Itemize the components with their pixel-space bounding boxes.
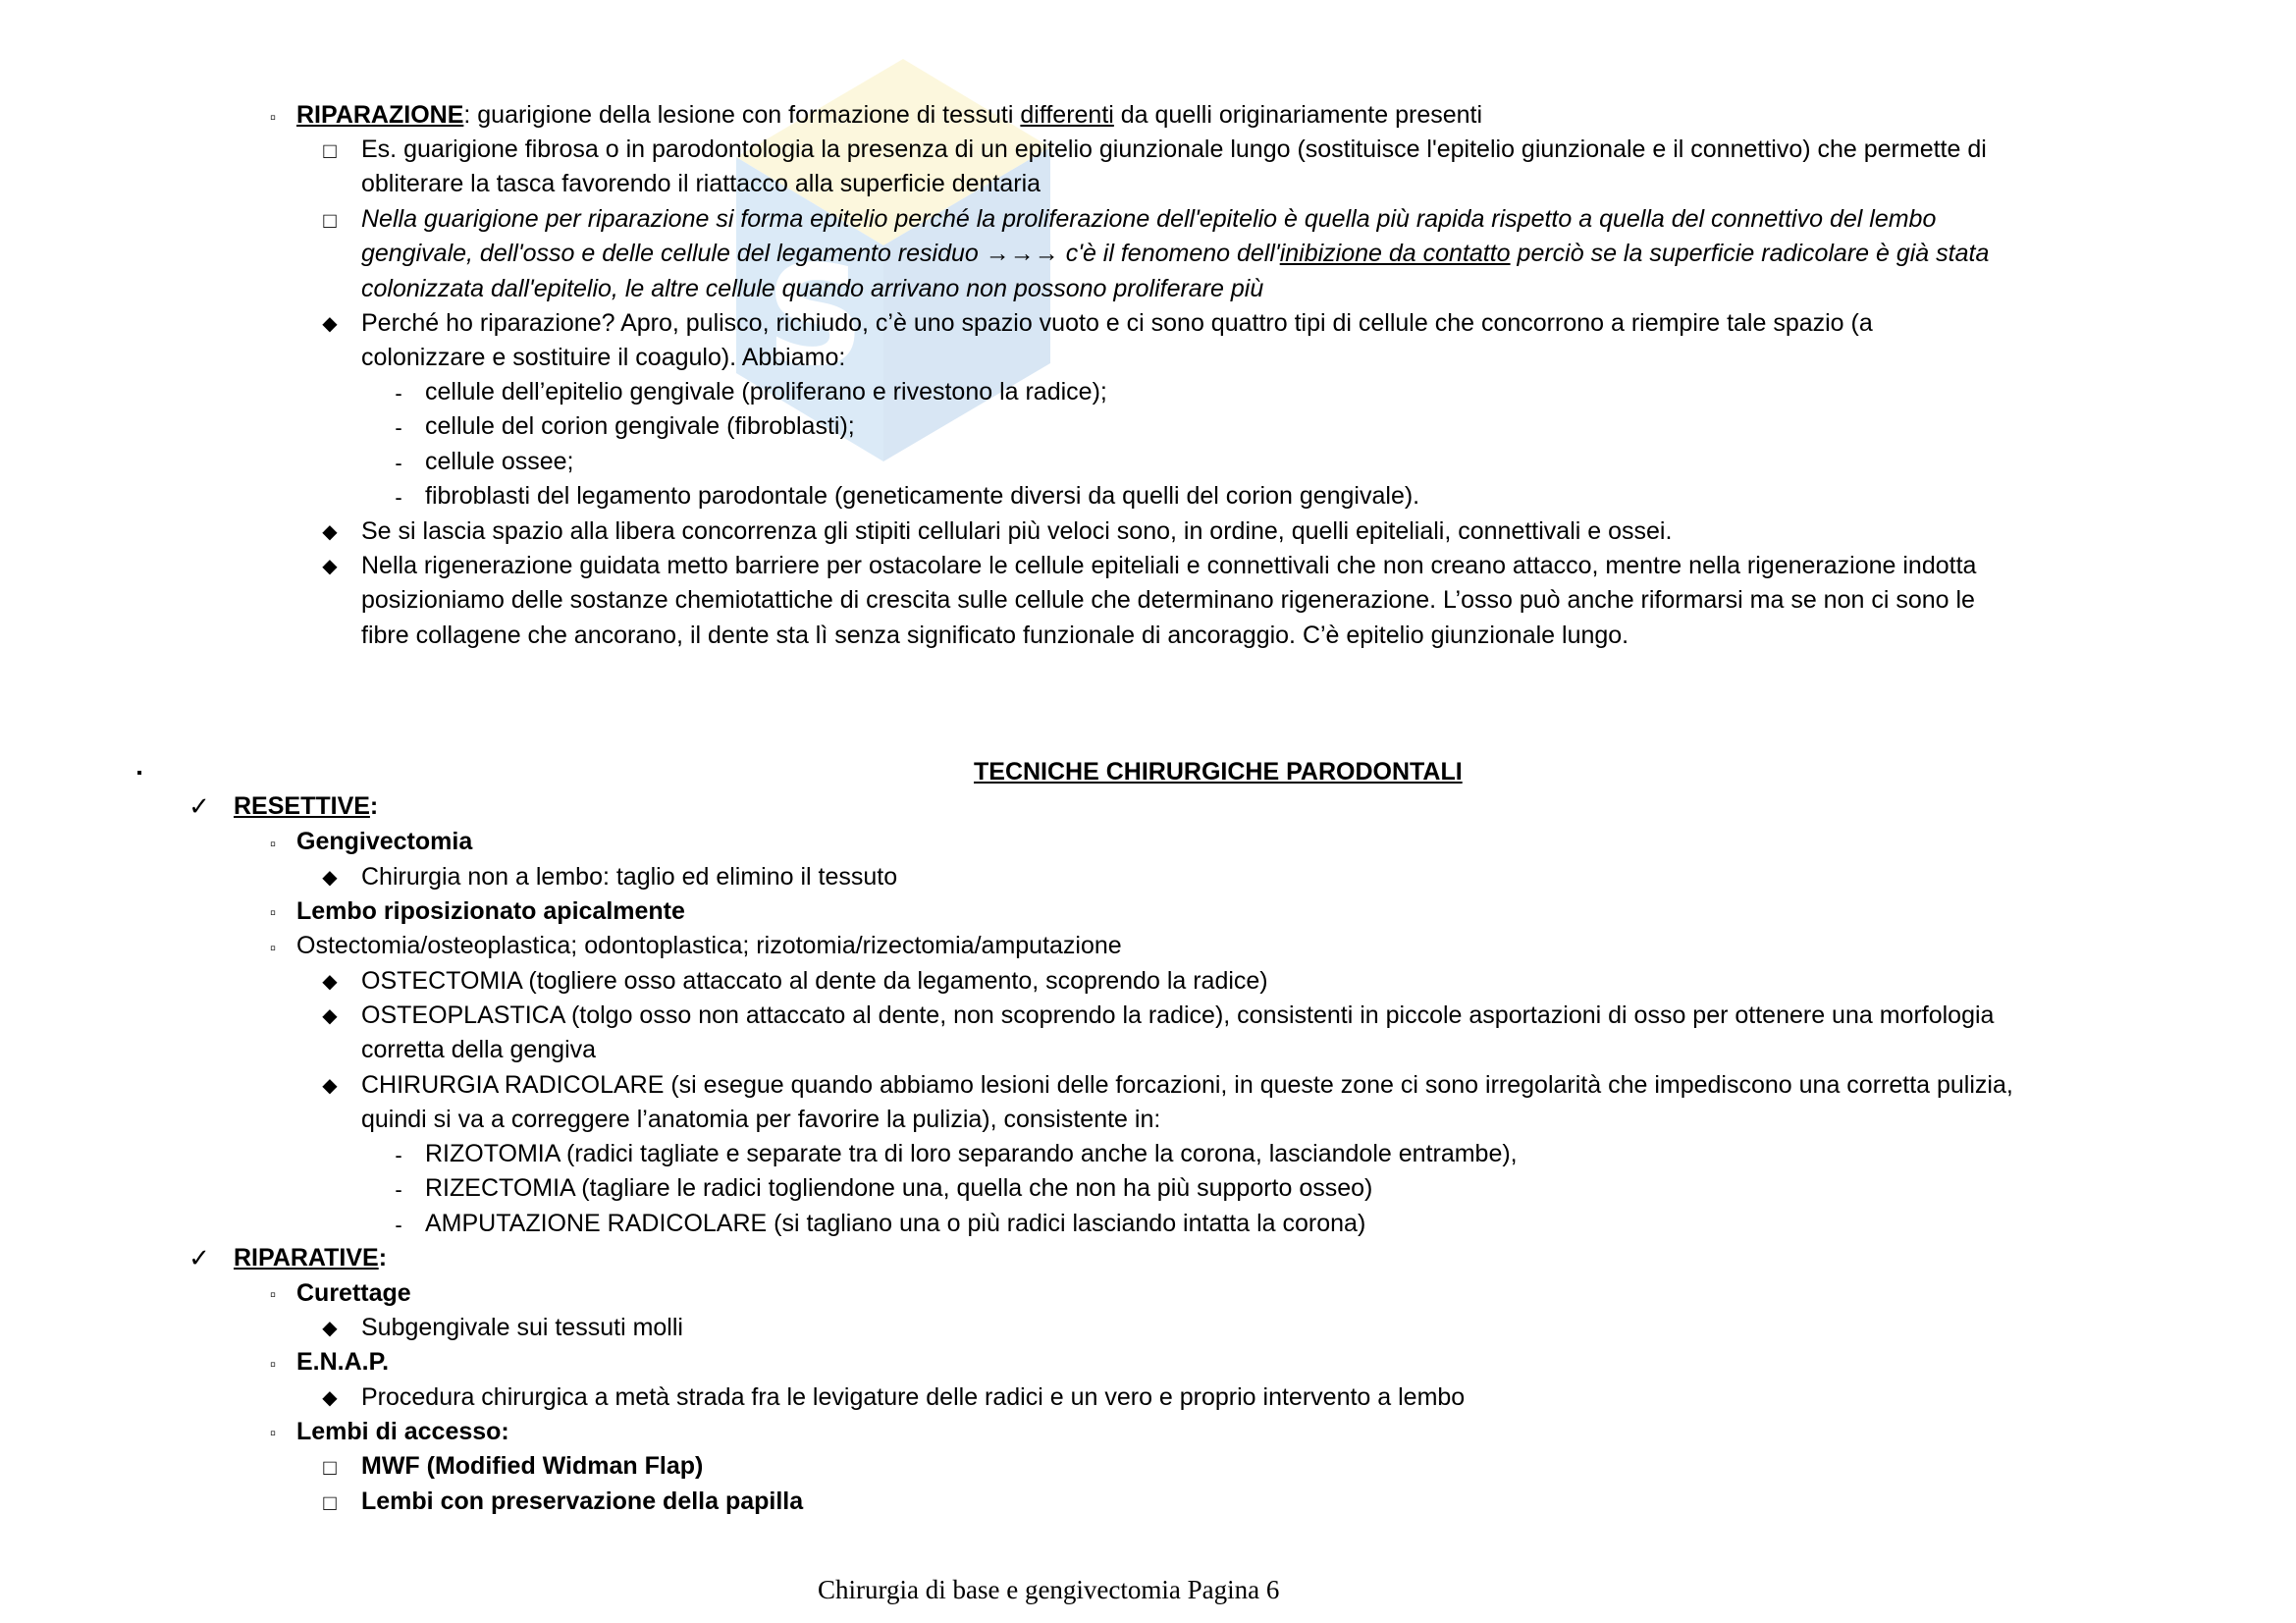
small-square-bullet-icon: ▫ bbox=[269, 1355, 277, 1374]
page-footer: Chirurgia di base e gengivectomia Pagina 6 bbox=[818, 1575, 1280, 1604]
dash-bullet-icon: - bbox=[395, 381, 402, 406]
dash-bullet-icon: - bbox=[395, 485, 402, 510]
radicolare-item: RIZECTOMIA (tagliare le radici togliendone una, quella che non ha più supporto osseo) bbox=[425, 1174, 1373, 1202]
riparative-heading bbox=[234, 1241, 387, 1275]
lembi-accesso-item: Lembi di accesso: bbox=[296, 1418, 509, 1445]
dash-bullet-icon: - bbox=[395, 415, 402, 440]
osteoplastica-line-2: corretta della gengiva bbox=[361, 1036, 597, 1063]
small-square-bullet-icon: ▫ bbox=[269, 835, 277, 853]
dash-bullet-icon: - bbox=[395, 1213, 402, 1237]
diamond-bullet-icon: ◆ bbox=[322, 521, 338, 543]
dash-bullet-icon: - bbox=[395, 1177, 402, 1202]
riparative-label: RIPARATIVE bbox=[234, 1244, 379, 1271]
es-line-1: Es. guarigione fibrosa o in parodontologia la presenza di un epitelio giunzionale lungo (sostituisce l'epitelio giunzionale e il connettivo) che permette di bbox=[361, 135, 1987, 163]
inibizione-da-contatto: inibizione da contatto bbox=[1279, 240, 1511, 267]
diamond-bullet-icon: ◆ bbox=[322, 1005, 338, 1027]
papilla-item: Lembi con preservazione della papilla bbox=[361, 1488, 804, 1515]
curettage-item: Curettage bbox=[296, 1279, 411, 1307]
resettive-heading bbox=[234, 789, 378, 824]
open-square-bullet-icon: □ bbox=[323, 138, 337, 163]
cell-type-item: fibroblasti del legamento parodontale (geneticamente diversi da quelli del corion gengivale). bbox=[425, 482, 1420, 510]
small-square-bullet-icon: ▫ bbox=[269, 1285, 277, 1304]
open-square-bullet-icon: □ bbox=[323, 1490, 337, 1515]
perche-line-1: Perché ho riparazione? Apro, pulisco, richiudo, c’è uno spazio vuoto e ci sono quattro tipi di cellule che concorrono a riempire tale spazio (a bbox=[361, 309, 1873, 337]
rig-line-1: Nella rigenerazione guidata metto barriere per ostacolare le cellule epiteliali e connettivali che non creano attacco, mentre nella rigenerazione indotta bbox=[361, 552, 1977, 579]
check-icon: ✓ bbox=[188, 1243, 210, 1272]
small-square-bullet-icon: ▫ bbox=[269, 1424, 277, 1442]
rig-line-2: posizioniamo delle sostanze chemiotattiche di crescita sulle cellule che determinano rigenerazione. L’osso può anche riformarsi ma se non ci sono le bbox=[361, 586, 1975, 614]
gengivectomia-detail: Chirurgia non a lembo: taglio ed elimino il tessuto bbox=[361, 863, 898, 891]
open-square-bullet-icon: □ bbox=[323, 208, 337, 233]
nella-line-3: colonizzata dall'epitelio, le altre cellule quando arrivano non possono proliferare più bbox=[361, 275, 1264, 302]
diamond-bullet-icon: ◆ bbox=[322, 1387, 338, 1409]
radicolare-line-1: CHIRURGIA RADICOLARE (si esegue quando abbiamo lesioni delle forcazioni, in queste zone ci sono irregolarità che impediscono una corretta pulizia, bbox=[361, 1071, 2013, 1099]
section-title: TECNICHE CHIRURGICHE PARODONTALI bbox=[974, 758, 1463, 785]
riparazione-text-a: : guarigione della lesione con formazione di tessuti bbox=[463, 101, 1021, 129]
se-line: Se si lascia spazio alla libera concorrenza gli stipiti cellulari più veloci sono, in ordine, quelli epiteliali, connettivali e ossei. bbox=[361, 517, 1673, 545]
small-square-bullet-icon: ▫ bbox=[269, 903, 277, 922]
nella-line-2 bbox=[361, 237, 1989, 271]
resettive-colon: : bbox=[369, 792, 379, 820]
open-square-bullet-icon: □ bbox=[323, 1455, 337, 1480]
cell-type-item: cellule del corion gengivale (fibroblasti); bbox=[425, 412, 855, 440]
svg-text:S: S bbox=[766, 237, 865, 397]
square-bullet-icon: ▪ bbox=[136, 765, 142, 782]
small-square-bullet-icon: ▫ bbox=[269, 108, 277, 127]
gengivectomia-item: Gengivectomia bbox=[296, 828, 473, 855]
perche-line-2: colonizzare e sostituire il coagulo). Abbiamo: bbox=[361, 344, 846, 371]
cell-type-item: cellule ossee; bbox=[425, 448, 574, 475]
resettive-label: RESETTIVE bbox=[234, 792, 370, 820]
dash-bullet-icon: - bbox=[395, 1143, 402, 1167]
nella-line-1: Nella guarigione per riparazione si forma epitelio perché la proliferazione dell'epitelio è quella più rapida rispetto a quella del connettivo del lembo bbox=[361, 205, 1937, 233]
riparative-colon: : bbox=[378, 1244, 388, 1271]
ostectomia-group-item: Ostectomia/osteoplastica; odontoplastica; rizotomia/rizectomia/amputazione bbox=[296, 932, 1122, 959]
radicolare-line-2: quindi si va a correggere l’anatomia per favorire la pulizia), consistente in: bbox=[361, 1106, 1161, 1133]
diamond-bullet-icon: ◆ bbox=[322, 971, 338, 993]
diamond-bullet-icon: ◆ bbox=[322, 1075, 338, 1097]
mwf-item: MWF (Modified Widman Flap) bbox=[361, 1452, 704, 1480]
osteoplastica-line-1: OSTEOPLASTICA (tolgo osso non attaccato al dente, non scoprendo la radice), consistenti in piccole asportazioni di osso per ottenere una morfologia bbox=[361, 1001, 1995, 1029]
diamond-bullet-icon: ◆ bbox=[322, 1318, 338, 1339]
rig-line-3: fibre collagene che ancorano, il dente sta lì senza significato funzionale di ancoraggio. C’è epitelio giunzionale lungo. bbox=[361, 622, 1629, 649]
check-icon: ✓ bbox=[188, 791, 210, 821]
dash-bullet-icon: - bbox=[395, 451, 402, 475]
ostectomia-item: OSTECTOMIA (togliere osso attaccato al dente da legamento, scoprendo la radice) bbox=[361, 967, 1268, 995]
small-square-bullet-icon: ▫ bbox=[269, 939, 277, 957]
es-line-2: obliterare la tasca favorendo il riattacco alla superficie dentaria bbox=[361, 170, 1041, 197]
riparazione-underlined: differenti bbox=[1020, 101, 1114, 129]
diamond-bullet-icon: ◆ bbox=[322, 867, 338, 889]
nella-line-2a: gengivale, dell'osso e delle cellule del legamento residuo →→→ c'è il fenomeno dell' bbox=[361, 240, 1280, 267]
riparazione-text-b: da quelli originariamente presenti bbox=[1113, 101, 1483, 129]
diamond-bullet-icon: ◆ bbox=[322, 556, 338, 577]
radicolare-item: RIZOTOMIA (radici tagliate e separate tra di loro separando anche la corona, lasciandole entrambe), bbox=[425, 1140, 1518, 1167]
diamond-bullet-icon: ◆ bbox=[322, 313, 338, 335]
riparazione-line bbox=[296, 98, 1482, 133]
enap-item: E.N.A.P. bbox=[296, 1348, 390, 1376]
radicolare-item: AMPUTAZIONE RADICOLARE (si tagliano una o più radici lasciando intatta la corona) bbox=[425, 1210, 1366, 1237]
enap-detail: Procedura chirurgica a metà strada fra le levigature delle radici e un vero e proprio intervento a lembo bbox=[361, 1383, 1466, 1411]
curettage-detail: Subgengivale sui tessuti molli bbox=[361, 1314, 683, 1341]
lembo-apicale-item: Lembo riposizionato apicalmente bbox=[296, 897, 685, 925]
cell-type-item: cellule dell’epitelio gengivale (proliferano e rivestono la radice); bbox=[425, 378, 1107, 406]
riparazione-heading: RIPARAZIONE bbox=[296, 101, 464, 129]
nella-line-2b: perciò se la superficie radicolare è già stata bbox=[1510, 240, 1990, 267]
